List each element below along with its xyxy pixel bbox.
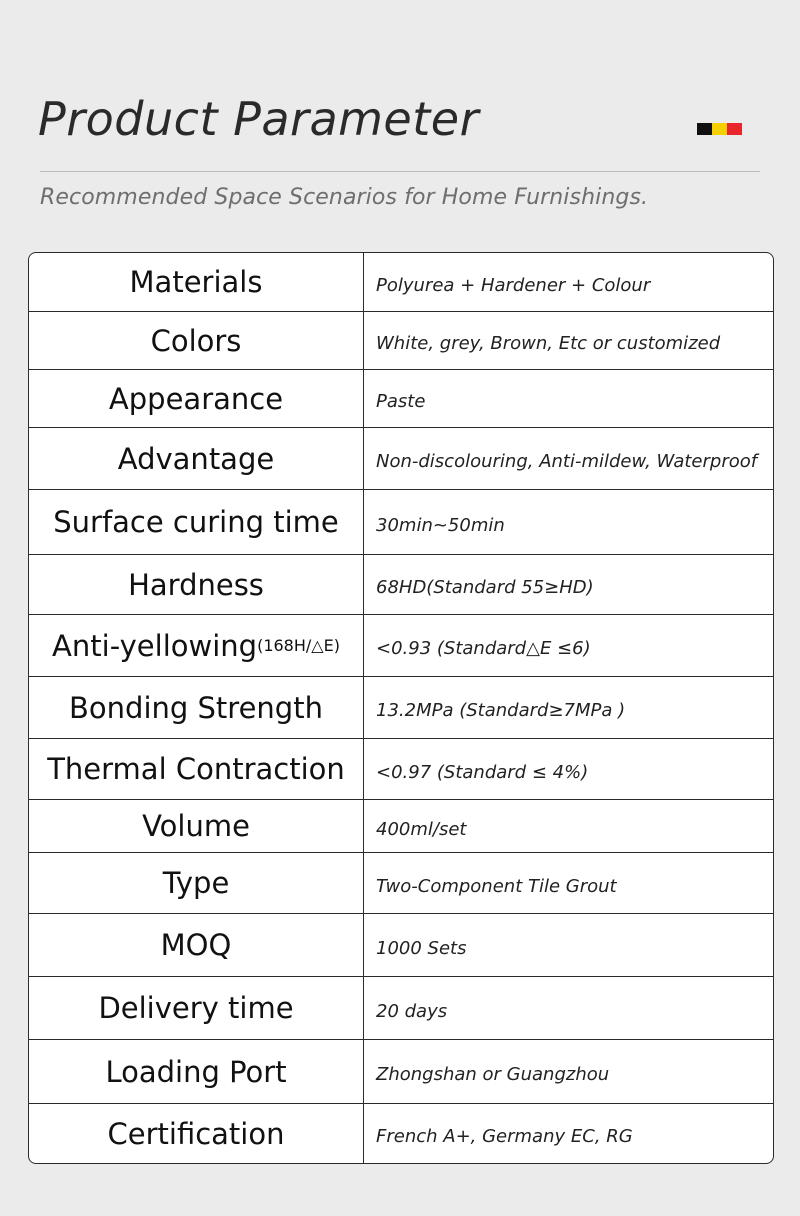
table-row [29,311,773,369]
flag-stripe-yellow [712,123,727,135]
parameter-table [28,252,774,1164]
param-label: Surface curing time [29,490,364,554]
table-row [29,913,773,976]
table-row [29,799,773,852]
param-label-suffix: (168H/△E) [257,636,340,655]
param-label: Certification [29,1104,364,1163]
param-label: Advantage [29,428,364,489]
param-value: 30min~50min [376,514,505,536]
param-value: Polyurea + Hardener + Colour [376,274,651,296]
param-value: Zhongshan or Guangzhou [376,1064,610,1085]
param-label: Thermal Contraction [29,739,364,799]
param-value: White, grey, Brown, Etc or customized [376,333,721,354]
param-value: Non-discolouring, Anti-mildew, Waterproof [376,451,758,472]
param-label: Appearance [29,370,364,427]
param-value: <0.93 (Standard△E ≤6) [376,638,591,659]
param-label: Volume [29,800,364,852]
param-label: Delivery time [29,977,364,1039]
param-label: Loading Port [29,1040,364,1103]
param-value: Two-Component Tile Grout [376,875,617,897]
page-title: Product Parameter [38,92,479,146]
param-value: 1000 Sets [376,937,467,959]
table-row [29,852,773,913]
param-label: Bonding Strength [29,677,364,738]
param-label: Colors [29,312,364,369]
flag-icon [697,123,742,135]
table-row [29,369,773,427]
param-label: Anti-yellowing [52,628,258,663]
table-row [29,427,773,489]
param-value: Paste [376,391,426,412]
header-divider [40,171,760,172]
table-row [29,489,773,554]
table-row [29,253,773,311]
param-label-anti-yellowing [29,615,364,676]
param-value: 13.2MPa (Standard≥7MPa ) [376,700,626,721]
param-value: 20 days [376,1000,448,1022]
param-value: 68HD(Standard 55≥HD) [376,577,594,598]
flag-stripe-black [697,123,712,135]
param-label: MOQ [29,914,364,976]
param-value: French A+, Germany EC, RG [376,1126,633,1147]
table-row [29,976,773,1039]
param-label: Type [29,853,364,913]
param-value: <0.97 (Standard ≤ 4%) [376,761,589,783]
table-row [29,676,773,738]
flag-stripe-red [727,123,742,135]
table-row [29,554,773,614]
param-label: Materials [29,253,364,311]
table-row [29,1039,773,1103]
param-value: 400ml/set [376,818,467,840]
table-row [29,614,773,676]
table-row [29,738,773,799]
param-label: Hardness [29,555,364,614]
page-subtitle: Recommended Space Scenarios for Home Furnishings. [40,185,649,210]
table-row [29,1103,773,1163]
